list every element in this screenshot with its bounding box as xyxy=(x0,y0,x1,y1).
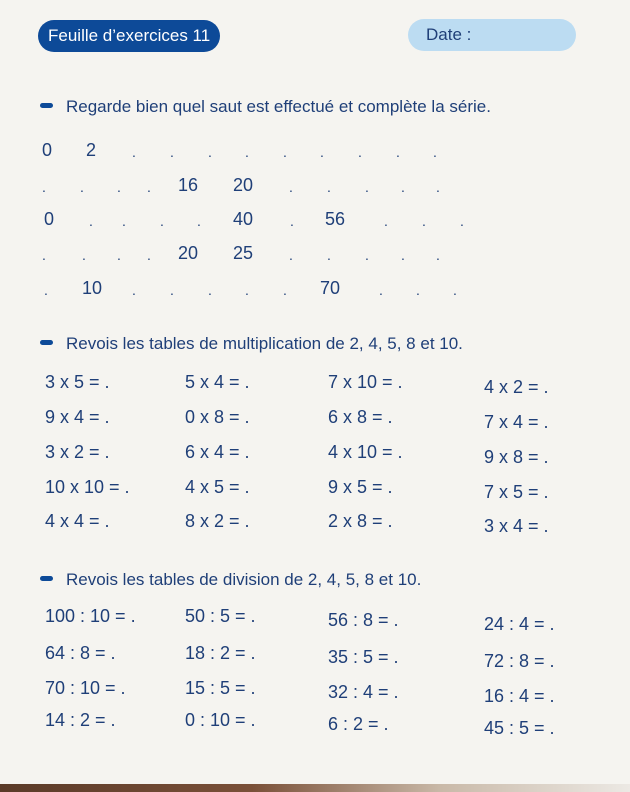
series-number: 2 xyxy=(86,140,97,160)
blank-slot[interactable]: . xyxy=(82,247,86,263)
series-number: 0 xyxy=(42,140,53,160)
exercise-item: 3 x 4 = . xyxy=(484,516,549,536)
blank-slot[interactable]: . xyxy=(117,179,121,195)
worksheet-title: Feuille d’exercices 11 xyxy=(38,20,220,52)
exercise-item: 10 x 10 = . xyxy=(45,477,130,497)
blank-slot[interactable]: . xyxy=(290,213,294,229)
blank-slot[interactable]: . xyxy=(401,247,405,263)
exercise-item: 3 x 5 = . xyxy=(45,372,110,392)
blank-slot[interactable]: . xyxy=(117,247,121,263)
instruction-series: Regarde bien quel saut est effectué et complète la série. xyxy=(40,97,491,117)
exercise-item: 70 : 10 = . xyxy=(45,678,126,698)
blank-slot[interactable]: . xyxy=(122,213,126,229)
blank-slot[interactable]: . xyxy=(365,179,369,195)
blank-slot[interactable]: . xyxy=(170,282,174,298)
blank-slot[interactable]: . xyxy=(208,144,212,160)
exercise-item: 14 : 2 = . xyxy=(45,710,116,730)
exercise-item: 9 x 5 = . xyxy=(328,477,393,497)
blank-slot[interactable]: . xyxy=(89,213,93,229)
exercise-item: 7 x 10 = . xyxy=(328,372,403,392)
blank-slot[interactable]: . xyxy=(453,282,457,298)
exercise-item: 7 x 5 = . xyxy=(484,482,549,502)
exercise-item: 6 : 2 = . xyxy=(328,714,389,734)
series-number: 16 xyxy=(178,175,199,195)
exercise-item: 18 : 2 = . xyxy=(185,643,256,663)
blank-slot[interactable]: . xyxy=(384,213,388,229)
blank-slot[interactable]: . xyxy=(245,282,249,298)
exercise-item: 3 x 2 = . xyxy=(45,442,110,462)
blank-slot[interactable]: . xyxy=(283,282,287,298)
blank-slot[interactable]: . xyxy=(289,247,293,263)
exercise-item: 5 x 4 = . xyxy=(185,372,250,392)
blank-slot[interactable]: . xyxy=(416,282,420,298)
date-label: Date : xyxy=(426,25,472,44)
exercise-item: 9 x 8 = . xyxy=(484,447,549,467)
exercise-item: 6 x 8 = . xyxy=(328,407,393,427)
exercise-item: 6 x 4 = . xyxy=(185,442,250,462)
date-field[interactable] xyxy=(408,19,576,51)
blank-slot[interactable]: . xyxy=(283,144,287,160)
exercise-item: 24 : 4 = . xyxy=(484,614,555,634)
blank-slot[interactable]: . xyxy=(208,282,212,298)
series-number: 10 xyxy=(82,278,103,298)
exercise-item: 72 : 8 = . xyxy=(484,651,555,671)
blank-slot[interactable]: . xyxy=(327,179,331,195)
blank-slot[interactable]: . xyxy=(245,144,249,160)
blank-slot[interactable]: . xyxy=(396,144,400,160)
blank-slot[interactable]: . xyxy=(365,247,369,263)
exercise-item: 4 x 2 = . xyxy=(484,377,549,397)
series-number: 20 xyxy=(233,175,254,195)
exercise-item: 45 : 5 = . xyxy=(484,718,555,738)
blank-slot[interactable]: . xyxy=(170,144,174,160)
series-number: 0 xyxy=(44,209,55,229)
blank-slot[interactable]: . xyxy=(358,144,362,160)
table-surface xyxy=(0,784,630,792)
exercise-item: 4 x 4 = . xyxy=(45,511,110,531)
exercise-item: 16 : 4 = . xyxy=(484,686,555,706)
exercise-item: 100 : 10 = . xyxy=(45,606,136,626)
blank-slot[interactable]: . xyxy=(160,213,164,229)
instruction-multiplication: Revois les tables de multiplication de 2, 4, 5, 8 et 10. xyxy=(40,334,463,354)
blank-slot[interactable]: . xyxy=(44,282,48,298)
exercise-item: 32 : 4 = . xyxy=(328,682,399,702)
blank-slot[interactable]: . xyxy=(42,179,46,195)
exercise-item: 8 x 2 = . xyxy=(185,511,250,531)
blank-slot[interactable]: . xyxy=(379,282,383,298)
blank-slot[interactable]: . xyxy=(422,213,426,229)
blank-slot[interactable]: . xyxy=(289,179,293,195)
exercise-item: 50 : 5 = . xyxy=(185,606,256,626)
exercise-item: 56 : 8 = . xyxy=(328,610,399,630)
exercise-item: 0 x 8 = . xyxy=(185,407,250,427)
exercise-item: 7 x 4 = . xyxy=(484,412,549,432)
blank-slot[interactable]: . xyxy=(147,247,151,263)
bullet-dash-icon xyxy=(40,576,53,581)
bullet-dash-icon xyxy=(40,340,53,345)
instruction-division: Revois les tables de division de 2, 4, 5, 8 et 10. xyxy=(40,570,421,590)
series-number: 56 xyxy=(325,209,346,229)
blank-slot[interactable]: . xyxy=(132,144,136,160)
exercise-item: 64 : 8 = . xyxy=(45,643,116,663)
series-number: 40 xyxy=(233,209,254,229)
blank-slot[interactable]: . xyxy=(132,282,136,298)
blank-slot[interactable]: . xyxy=(147,179,151,195)
exercise-item: 2 x 8 = . xyxy=(328,511,393,531)
series-number: 20 xyxy=(178,243,199,263)
blank-slot[interactable]: . xyxy=(320,144,324,160)
series-number: 25 xyxy=(233,243,254,263)
blank-slot[interactable]: . xyxy=(436,247,440,263)
bullet-dash-icon xyxy=(40,103,53,108)
blank-slot[interactable]: . xyxy=(436,179,440,195)
blank-slot[interactable]: . xyxy=(327,247,331,263)
blank-slot[interactable]: . xyxy=(42,247,46,263)
series-number: 70 xyxy=(320,278,341,298)
exercise-item: 4 x 10 = . xyxy=(328,442,403,462)
exercise-item: 0 : 10 = . xyxy=(185,710,256,730)
exercise-item: 4 x 5 = . xyxy=(185,477,250,497)
blank-slot[interactable]: . xyxy=(80,179,84,195)
blank-slot[interactable]: . xyxy=(433,144,437,160)
blank-slot[interactable]: . xyxy=(197,213,201,229)
blank-slot[interactable]: . xyxy=(460,213,464,229)
blank-slot[interactable]: . xyxy=(401,179,405,195)
exercise-item: 35 : 5 = . xyxy=(328,647,399,667)
exercise-item: 15 : 5 = . xyxy=(185,678,256,698)
exercise-item: 9 x 4 = . xyxy=(45,407,110,427)
